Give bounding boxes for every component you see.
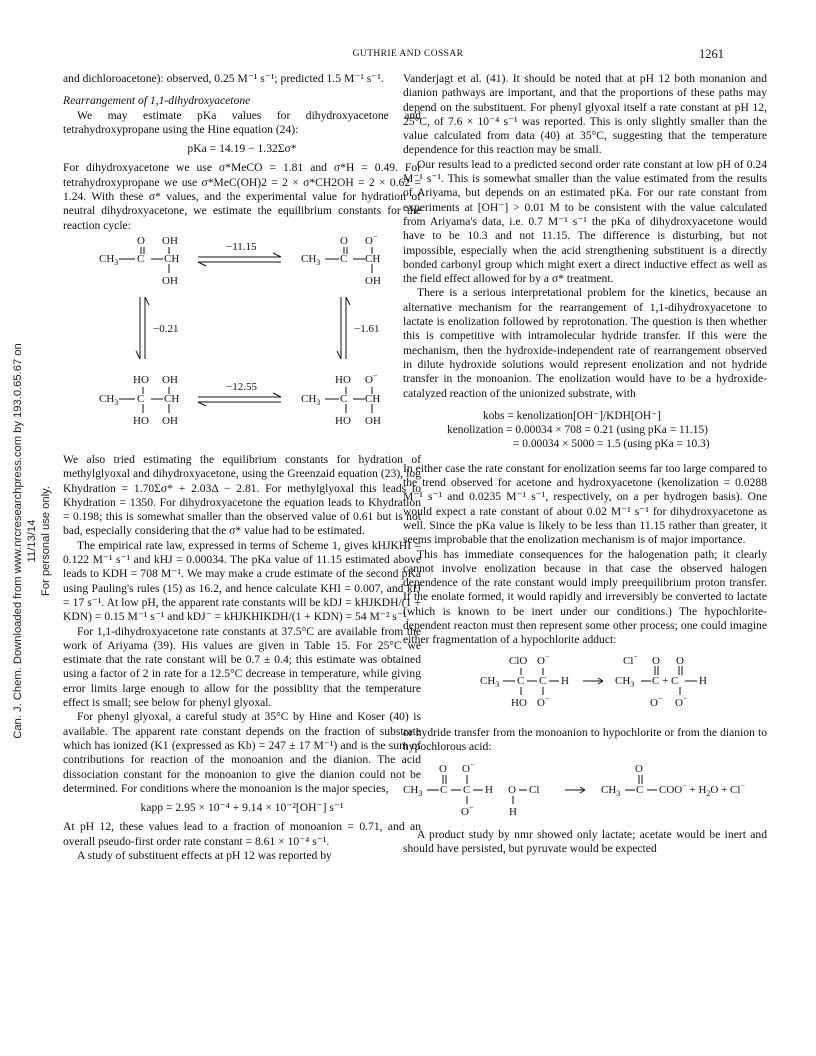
atom-label: $CH_3$ — [403, 784, 423, 799]
atom-label: OH — [162, 414, 178, 427]
paragraph: Our results lead to a predicted second order rate constant at low pH of 0.24 M⁻¹ s⁻¹. This is somewhat smaller than the value estimated from the results of Ariyama, but depends on an estimated pKa. For our rate constant from experiments at [OH⁻] > 0.01 M to be consistent with the value calculated from Ariyama's data, i.e. 0.7 M⁻¹ s⁻¹ the pKa of dihydroxyacetone would have to be 10.3 and not 11.15. The difference is disturbing, but not impossible, especially when the acid strengthening substituent is a directly bonded carbonyl group which might exert a direct inductive effect as well as the field effect allowed for by a σ* treatment. — [403, 157, 767, 286]
atom-label: OH — [365, 414, 381, 427]
hydride-transfer-scheme — [403, 760, 767, 822]
atom-label: HO — [133, 373, 149, 386]
enolization-equations — [403, 409, 767, 452]
atom-label: O− — [675, 693, 688, 709]
fragmentation-bonds — [403, 651, 767, 720]
atom-label: C — [340, 252, 348, 265]
paragraph: In either case the rate constant for enolization seems far too large compared to the trend observed for acetone and hydroxyacetone (kenolization = 0.0288 M⁻¹ s⁻¹ and 0.0235 M⁻¹ s⁻¹, respectively, on a per hydrogen basis). One would expect a rate constant of about 0.02 M⁻¹ s⁻¹ for dihydroxyacetone as well. Since the pKa value is likely to be less than 11.15 rather than greater, it seems improbable that the enolization mechanism is of major importance. — [403, 461, 767, 547]
section-heading: Rearrangement of 1,1-dihydroxyacetone — [63, 94, 251, 108]
atom-label: $CH_3$ — [601, 784, 621, 799]
atom-label: HO — [335, 373, 351, 386]
paragraph: For 1,1-dihydroxyacetone rate constants at 37.5°C are available from the work of Ariyama (39). His values are given in Table 15. For 25°C we estimate that the rate constant will be 0.7 ± 0.4; this estimate was obtained using a factor of 2 in rate for a 12.5°C decrease in temperature, while giving error limits large enough to allow for the possiblity that the temperature effect is small; see below for phenyl glyoxal. — [63, 624, 421, 710]
atom-label: O− — [461, 803, 474, 819]
equilibrium-constant-top: −11.15 — [226, 240, 257, 253]
paragraph: We may estimate pKa values for dihydroxyacetone and tetrahydroxypropane using the Hine equation (24): — [63, 108, 421, 136]
atom-label: O− — [537, 693, 550, 709]
paragraph: This has immediate consequences for the halogenation path; it clearly cannot involve enolization because in that case the observed halogen dependence of the rate constant would imply preequilibrium proton transfer. If the enolate formed, it would rapidly and irreversibly be converted to lactate (which is known to be inert under our conditions.) The hypochlorite-dependent reacton must then represent some other process; one could imagine either fragmentation of a hypochlorite adduct: — [403, 547, 767, 647]
paragraph: We also tried estimating the equilibrium constants for hydration of methylglyoxal and dihydroxyacetone, using the Greenzaid equation (23), log Khydration = 1.70Σσ* + 2.03Δ − 2.81. For methylglyoxal this leads to Khydration = 1350. For dihydroxyacetone the equation leads to Khydration = 0.198; this is somewhat smaller than the observed value of 0.61 but is not bad, especially considering that the σ* value had to be estimated. — [63, 452, 421, 538]
equilibrium-constant-bottom: −12.55 — [226, 380, 257, 393]
atom-label: $CH_3$ — [615, 674, 635, 689]
equilibrium-constant-left: −0.21 — [153, 322, 179, 335]
equilibrium-constant-right: −1.61 — [354, 322, 380, 335]
atom-label: C — [636, 784, 644, 797]
atom-label: O− — [650, 693, 663, 709]
fragmentation-scheme — [403, 651, 767, 720]
left-column — [63, 72, 421, 863]
atom-label: O — [635, 763, 643, 776]
atom-label: O− — [537, 651, 550, 667]
atom-label: $COO^- + H_2O + Cl^-$ — [659, 781, 745, 799]
atom-label: O — [652, 654, 660, 667]
atom-label: O — [340, 234, 348, 247]
atom-label: O− — [365, 232, 378, 247]
equation-kenol-2: = 0.00034 × 5000 = 1.5 (using pKa = 10.3) — [513, 438, 710, 451]
atom-label: C + C — [652, 674, 679, 687]
running-title: GUTHRIE AND COSSAR — [352, 49, 464, 59]
paragraph: A study of substituent effects at pH 12 was reported by — [77, 848, 332, 862]
atom-label: Cl− — [623, 651, 638, 667]
atom-label: O — [676, 654, 684, 667]
atom-label: C — [340, 392, 348, 405]
atom-label: C — [517, 674, 525, 687]
atom-label: CH — [365, 392, 381, 405]
right-column — [403, 72, 767, 857]
atom-label: O− — [365, 371, 378, 386]
atom-label: H — [485, 784, 493, 797]
atom-label: O — [137, 234, 145, 247]
atom-label: C — [440, 784, 448, 797]
paragraph: For dihydroxyacetone we use σ*MeCO = 1.81 and σ*H = 0.49. For tetrahydroxypropane we use σ*MeC(OH)2 = 2 × σ*CH2OH = 2 × 0.62 = 1.24. With these σ* values, and the experimental value for hydration of neutral dihydroxyacetone, we estimate the equilibrium constants for the reaction cycle: — [63, 161, 421, 232]
paragraph: At pH 12, these values lead to a fraction of monoanion = 0.71, and an overall pseudo-first order rate constant = 8.61 × 10⁻⁴ s⁻¹. — [63, 820, 421, 848]
equation-kobs: kobs = kenolization[OH⁻]/KDH[OH⁻] — [483, 409, 661, 422]
download-watermark — [11, 341, 53, 741]
atom-label: ClO — [509, 654, 528, 667]
equation-kapp: kapp = 2.95 × 10⁻⁴ + 9.14 × 10⁻²[OH⁻] s⁻¹ — [140, 801, 344, 815]
atom-label: H — [509, 806, 517, 819]
atom-label: HO — [133, 414, 149, 427]
atom-label: OH — [162, 373, 178, 386]
paragraph: There is a serious interpretational problem for the kinetics, because an alternative mechanism for the rearrangement of 1,1-dihydroxyacetone to lactate is enolization followed by reprotonation. The question is then whether this is competitive with intramolecular hydride transfer. If this were the mechanism, then the hydroxide-independent rate of rearrangement observed in dilute hydroxide solutions would represent enolization and not hydride transfer in the monoanion. The enolization would have to be a hydroxide-catalyzed reaction of the unionized substrate, with — [403, 286, 767, 400]
atom-label: C — [539, 674, 547, 687]
atom-label: H — [561, 674, 569, 687]
atom-label: $CH_3$ — [99, 252, 119, 268]
equation-hine: pKa = 14.19 − 1.32Σσ* — [187, 142, 297, 156]
atom-label: Cl — [529, 784, 540, 797]
atom-label: HO — [335, 414, 351, 427]
atom-label: HO — [511, 696, 527, 709]
atom-label: OH — [162, 274, 178, 287]
atom-label: $CH_3$ — [301, 252, 321, 268]
atom-label: C — [137, 252, 145, 265]
paragraph: and dichloroacetone): observed, 0.25 M⁻¹ s⁻¹; predicted 1.5 M⁻¹ s⁻¹. — [63, 72, 384, 85]
atom-label: H — [699, 674, 707, 687]
watermark-line-2: For personal use only. — [40, 486, 52, 596]
atom-label: CH — [164, 252, 180, 265]
atom-label: O — [508, 784, 516, 797]
atom-label: O — [439, 763, 447, 776]
reaction-cycle-scheme — [63, 232, 421, 447]
atom-label: OH — [365, 274, 381, 287]
paragraph: The empirical rate law, expressed in terms of Scheme 1, gives kHJKHI = 0.122 M⁻¹ s⁻¹ and kHJ = 0.00034. The pKa value of 11.15 estimated above leads to KDH = 708 M⁻¹. We may make a crude estimate of the second pKa using Pauling's rules (15) as 16.2, and hence calculate KHI = 0.007, and kIJ = 17 s⁻¹. At low pH, the apparent rate constants will be kDJ = kHJKDH/(1 + KDN) = 0.15 M⁻¹ s⁻¹ and kDJ⁻ = kHJKHIKDH/(1 + KDN) = 54 M⁻² s⁻¹. — [63, 538, 421, 624]
equation-kenol-1: kenolization = 0.00034 × 708 = 0.21 (using pKa = 11.15) — [447, 424, 708, 437]
atom-label: C — [463, 784, 471, 797]
atom-label: O− — [462, 760, 475, 776]
atom-label: C — [137, 392, 145, 405]
atom-label: $CH_3$ — [480, 674, 500, 689]
paragraph: or hydride transfer from the monoanion to hypochlorite or from the dianion to hypochlorous acid: — [403, 725, 767, 753]
watermark-line-1: Can. J. Chem. Downloaded from www.nrcresearchpress.com by 193.0.65.67 on 11/13/14 — [12, 343, 38, 739]
atom-label: CH — [164, 392, 180, 405]
atom-label: $CH_3$ — [99, 392, 119, 408]
atom-label: OH — [162, 234, 178, 247]
paragraph: For phenyl glyoxal, a careful study at 35°C by Hine and Koser (40) is available. The apparent rate constant depends on the fraction of substrate which has ionized (K1 (expressed as Kb) = 247 ± 17 M⁻¹) and is the sum of contributions for reaction of the monoanion and the dianion. The acid dissociation constant for the monoanion to give the dianion could not be determined. For conditions where the monoanion is the major species, — [63, 710, 421, 795]
paragraph: A product study by nmr showed only lactate; acetate would be inert and should have persisted, but pyruvate would be expected — [403, 828, 767, 856]
paragraph: Vanderjagt et al. (41). It should be noted that at pH 12 both monanion and dianion pathways are important, and that the proportions of these paths may depend on the substituent. For phenyl glyoxal itself a rate constant at pH 12, 25°C, of 7.6 × 10⁻⁴ s⁻¹ was reported. This is only slightly smaller than the value calculated from data (40) at 35°C, suggesting that the temperature dependence for this reaction may be small. — [403, 72, 767, 157]
page-number: 1261 — [699, 47, 724, 61]
atom-label: $CH_3$ — [301, 392, 321, 408]
atom-label: CH — [365, 252, 381, 265]
